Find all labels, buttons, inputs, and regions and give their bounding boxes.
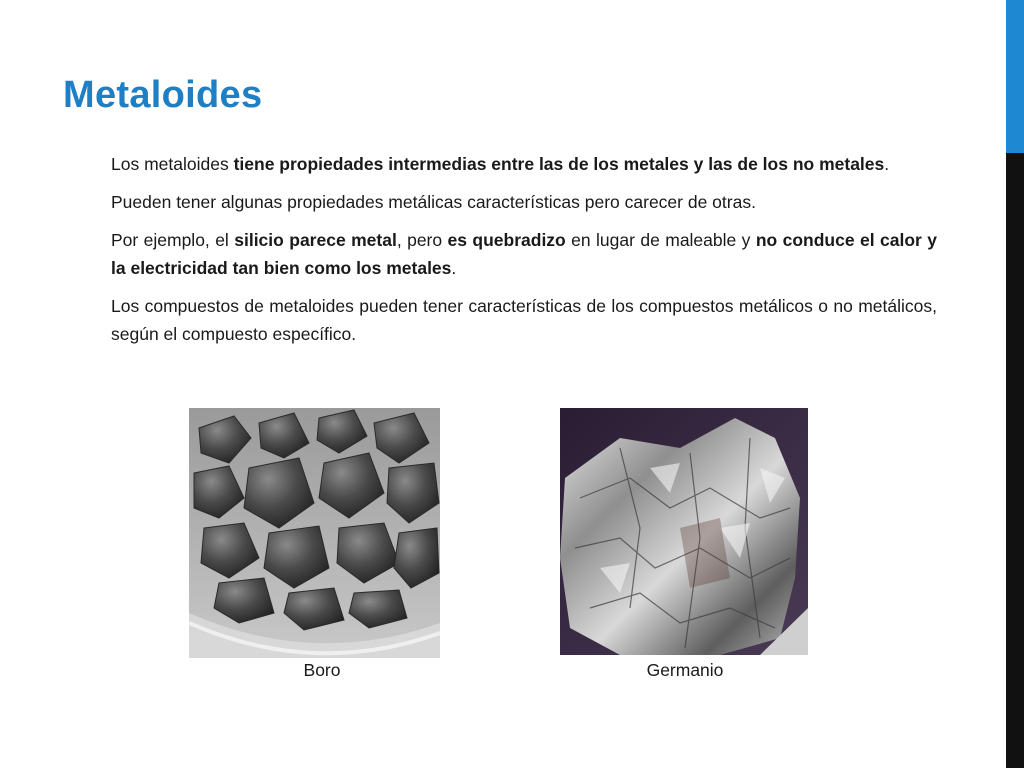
paragraph-2: Pueden tener algunas propiedades metálicas características pero carecer de otras.	[111, 192, 756, 212]
paragraph-3	[111, 226, 937, 282]
accent-bar-black	[1006, 153, 1024, 768]
caption-boro: Boro	[303, 660, 341, 680]
boron-photo	[189, 408, 440, 658]
paragraph-3-bold-silicio: silicio parece metal	[234, 230, 397, 250]
paragraph-3-text-g: .	[451, 258, 457, 278]
paragraph-3-bold-quebradizo: es quebradizo	[447, 230, 566, 250]
paragraph-1-text-a: Los metaloides	[111, 154, 234, 174]
slide-body	[111, 150, 937, 358]
germanium-photo	[560, 408, 808, 655]
paragraph-1	[111, 150, 937, 178]
slide-title: Metaloides	[63, 74, 263, 116]
paragraph-1-bold: tiene propiedades intermedias entre las de los metales y las de los no metales	[233, 154, 885, 174]
caption-germanio: Germanio	[646, 660, 724, 680]
paragraph-4: Los compuestos de metaloides pueden tener características de los compuestos metálicos o no metálicos, según el compuesto específico.	[111, 296, 937, 344]
paragraph-3-text-c: , pero	[396, 230, 448, 250]
paragraph-1-text-c: .	[884, 154, 890, 174]
paragraph-3-text-e: en lugar de maleable y	[565, 230, 756, 250]
paragraph-3-text-a: Por ejemplo, el	[111, 230, 235, 250]
paragraph-3-bold-conduce: no conduce el calor y la electricidad tan bien como los metales	[111, 230, 937, 278]
accent-bar-blue	[1006, 0, 1024, 153]
